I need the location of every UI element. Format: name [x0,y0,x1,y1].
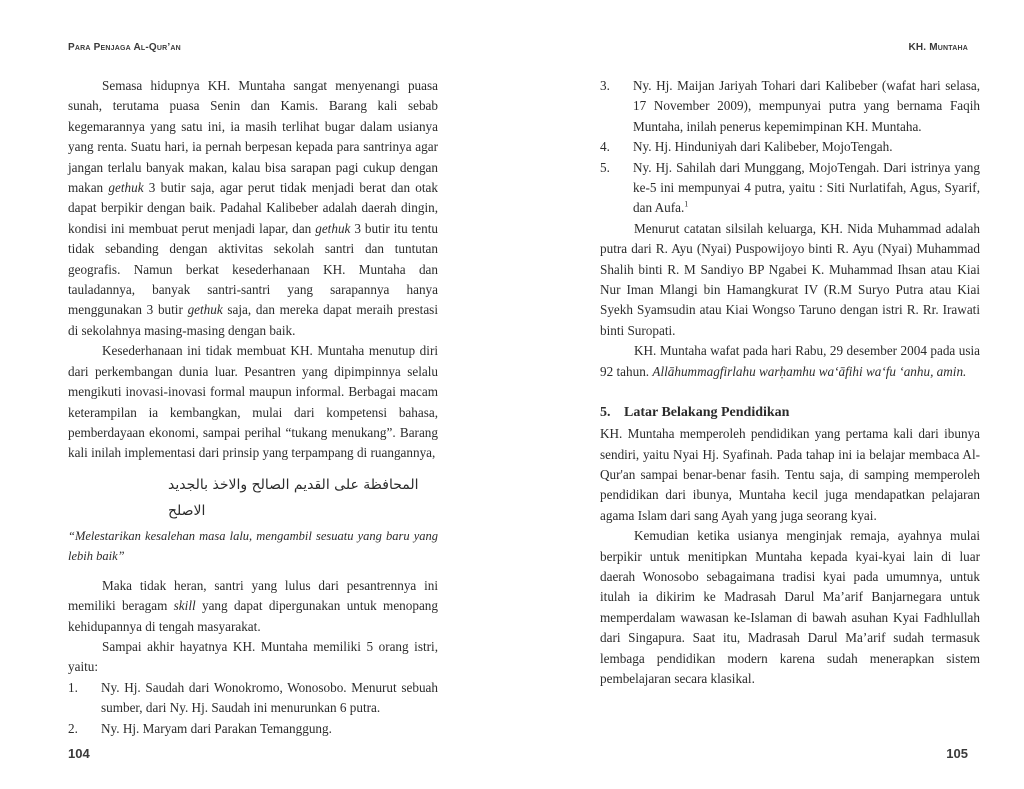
text-run: saja, dan mereka dapat meraih prestasi di sekolahnya masing-masing dengan baik. [68,302,438,338]
left-page-body [68,76,438,739]
list-text: Ny. Hj. Sahilah dari Munggang, MojoTengah. Dari istrinya yang ke-5 ini mempunyai 4 putra, yaitu : Siti Nurlatifah, Agus, Syarif, dan Aufa. [633,159,980,216]
wives-list [68,678,438,739]
list-number: 4. [600,139,610,155]
section-number: 5. [600,405,611,421]
paragraph-skills [68,576,438,637]
list-number: 1. [68,679,78,695]
list-text: Ny. Hj. Maryam dari Parakan Temanggung. [101,720,332,736]
page-number: 104 [68,746,90,761]
italic-term: gethuk [315,220,351,236]
wives-list-continued [600,76,980,219]
paragraph-fasting [68,76,438,341]
list-text: Ny. Hj. Maijan Jariyah Tohari dari Kalibeber (wafat hari selasa, 17 November 2009), mempunyai putra yang bernama Faqih Muntaha, inilah penerus kepemimpinan KH. Muntaha. [633,78,980,134]
italic-prayer: Allāhummagfirlahu warḥamhu wa‘āfihi wa‘fu ‘anhu, amin. [652,363,967,379]
text-run: KH. Muntaha wafat pada hari Rabu, 29 desember 2004 pada usia 92 tahun. [600,343,980,379]
list-item [68,719,438,739]
text-run: Semasa hidupnya KH. Muntaha sangat menyenangi puasa sunah, terutama puasa Senin dan Kamis. Barang kali sebab kegemarannya yang satu ini, ia masih terlihat bugar dalam usianya yang renta. Suatu hari, ia pernah berpesan kepada para santrinya agar jangan terlalu banyak makan, kalau bisa sarapan pagi cukup dengan makan [68,78,438,196]
list-number: 5. [600,159,610,175]
running-head-book-title: Para Penjaga Al-Qur’an [68,42,181,53]
list-text: Ny. Hj. Hinduniyah dari Kalibeber, MojoTengah. [633,139,893,155]
section-heading [600,402,980,424]
list-item [68,678,438,719]
paragraph-education-madrasah: Kemudian ketika usianya menginjak remaja, ayahnya mulai berpikir untuk menitipkan Muntaha kepada kyai-kyai lain di luar daerah Wonosobo sebagaimana tradisi kyai pada umumnya, untuk itulah ia dikirim ke Madrasah Darul Ma’arif Banjarnegara untuk memperdalam wawasan ke-Islaman di bawah asuhan Kyai Fadhlullah dari Singapura. Saat itu, Madrasah Darul Ma’arif sudah termasuk lembaga pendidikan modern karena sudah menerapkan sistem pembelajaran secara klasikal. [600,528,980,686]
paragraph-wives-intro: Sampai akhir hayatnya KH. Muntaha memiliki 5 orang istri, yaitu: [68,638,438,675]
footnote-marker[interactable]: 1 [684,200,689,210]
motto-translation: “Melestarikan kesalehan masa lalu, mengambil sesuatu yang baru yang lebih baik” [68,528,438,563]
list-item [600,158,980,219]
running-head-chapter-title: KH. Muntaha [908,42,968,53]
paragraph-education-early: KH. Muntaha memperoleh pendidikan yang pertama kali dari ibunya sendiri, yaitu Nyai Hj. Syafinah. Pada tahap ini ia belajar membaca Al-Qur'an sampai benar-benar fasih. Tentu saja, di samping memperoleh pendidikan dari ibunya, Muntaha kecil juga mendapatkan pelajaran agama Islam dari sang Ayah yang juga seorang kyai. [600,426,980,523]
page-number: 105 [946,746,968,761]
text-run: yang dapat dipergunakan untuk menopang kehidupannya di tengah masyarakat. [68,598,438,634]
arabic-motto: المحافظة على القديم الصالح والاخذ بالجديد الاصلح [168,476,419,519]
list-number: 3. [600,78,610,93]
right-page [512,0,1024,789]
list-text: Ny. Hj. Saudah dari Wonokromo, Wonosobo. Menurut sebuah sumber, dari Ny. Hj. Saudah ini menurunkan 6 putra. [101,679,438,716]
text-run: Maka tidak heran, santri yang lulus dari pesantrennya ini memiliki beragam [68,577,438,614]
section-title: Latar Belakang Pendidikan [624,405,790,421]
text-run: 3 butir itu tentu tidak sebanding dengan aktivitas sekolah santri dan tuntutan geografis. Namun berkat kesederhanaan KH. Muntaha dan tauladannya, banyak santri-santri yang sarapannya hanya menggunakan 3 butir [68,220,438,318]
italic-term: gethuk [108,180,144,196]
list-number: 2. [68,720,78,736]
italic-term: skill [173,598,196,614]
list-item [600,137,980,157]
text-run: 3 butir saja, agar perut tidak menjadi berat dan otak dapat berpikir dengan baik. Padahal Kalibeber adalah daerah dingin, kondisi ini membuat perut menjadi lapar, dan [68,180,439,236]
italic-term: gethuk [187,302,223,318]
paragraph-death [600,341,980,382]
paragraph-simplicity: Kesederhanaan ini tidak membuat KH. Muntaha menutup diri dari perkembangan dunia luar. Pesantren yang dipimpinnya selalu mengikuti inovasi-inovasi formal maupun informal. Berbagai macam keterampilan ia kembangkan, mulai dari kompetensi bahasa, pemberdayaan ekonomi, sampai perihal “tukang menukang”. Barang kali inilah implementasi dari prinsip yang terpampang di ruangannya, [68,343,438,461]
list-item [600,76,980,137]
right-page-body [600,76,980,689]
paragraph-lineage: Menurut catatan silsilah keluarga, KH. Nida Muhammad adalah putra dari R. Ayu (Nyai) Puspowijoyo binti R. Ayu (Nyai) Muhammad Shalih binti R. M Sandiyo BP Ngabei K. Muhammad Ihsan atau Kiai Nur Iman Mlangi bin Hamangkurat IV (R.M Suryo Putra atau Kiai Syekh Syamsudin atau Kiai Wongso Taruno dengan istri R. Rr. Irawati binti Suropati. [600,220,980,338]
